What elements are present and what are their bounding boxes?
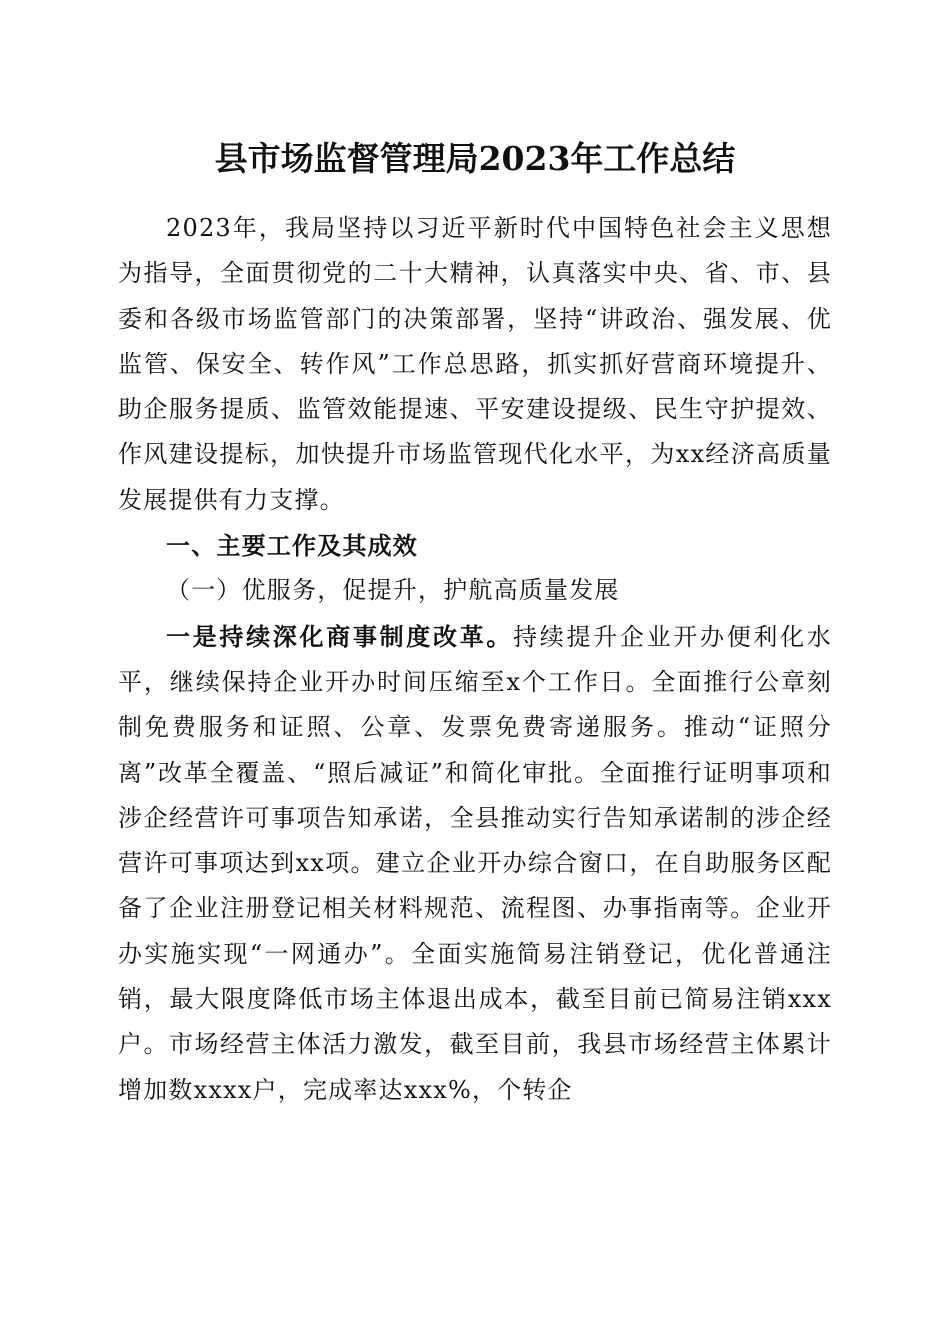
subsection-heading: （一）优服务，促提升，护航高质量发展 xyxy=(166,576,620,605)
item-lead: 一是持续深化商事制度改革。 xyxy=(166,621,514,651)
intro-paragraph: 2023年，我局坚持以习近平新时代中国特色社会主义思想为指导，全面贯彻党的二十大精神，认真落实中央、省、市、县委和各级市场监管部门的决策部署，坚持“讲政治、强发展、优监管、保安全、转作风”工作总思路，抓实抓好营商环境提升、助企服务提质、监管效能提速、平安建设提级、民生守护提效、作风建设提标，加快提升市场监管现代化水平，为xx经济高质量发展提供有力支撑。 xyxy=(118,214,832,514)
item-paragraph xyxy=(118,614,832,1113)
item-body: 持续提升企业开办便利化水平，继续保持企业开办时间压缩至x个工作日。全面推行公章刻制免费服务和证照、公章、发票免费寄递服务。推动“证照分离”改革全覆盖、“照后减证”和简化审批。全面推行证明事项和涉企经营许可事项告知承诺，全县推动实行告知承诺制的涉企经营许可事项达到xx项。建立企业开办综合窗口，在自助服务区配备了企业注册登记相关材料规范、流程图、办事指南等。企业开办实施实现“一网通办”。全面实施简易注销登记，优化普通注销，最大限度降低市场主体退出成本，截至目前已简易注销xxx户。市场经营主体活力激发，截至目前，我县市场经营主体累计增加数xxxx户，完成率达xxx%，个转企 xyxy=(118,622,832,1104)
document-title: 县市场监督管理局2023年工作总结 xyxy=(214,139,736,178)
document-body xyxy=(118,206,832,1113)
section-heading: 一、主要工作及其成效 xyxy=(166,531,418,561)
